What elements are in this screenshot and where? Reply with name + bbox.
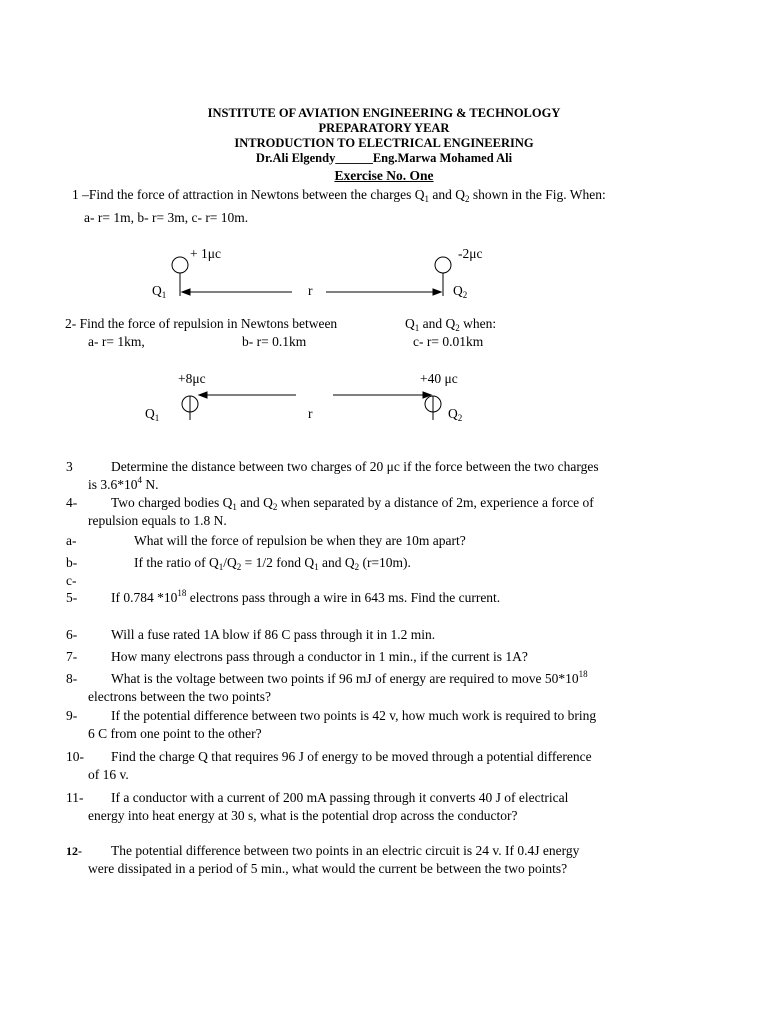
question-6-text: Will a fuse rated 1A blow if 86 C pass through it in 1.2 min. (111, 627, 436, 642)
question-4-number: 4- (66, 495, 78, 510)
charge-q1-label-2: $Q_1$ (145, 406, 160, 423)
exercise-title: Exercise No. One (334, 168, 434, 183)
question-12-line-2: were dissipated in a period of 5 min., what would the current be between the two points? (88, 861, 568, 876)
distance-label: r (308, 283, 313, 298)
question-10-number: 10- (66, 749, 84, 764)
distance-label-2: r (308, 406, 313, 421)
question-4a-label: a- (66, 533, 77, 548)
question-5-number: 5- (66, 590, 78, 605)
question-4b-text: If the ratio of $Q_1/Q_2 = 1/2$ fond $Q_1$ and $Q_2$ (r=10m). (134, 555, 411, 572)
question-10-line-1: Find the charge Q that requires 96 J of energy to be moved through a potential difference (111, 749, 592, 764)
question-1-text: 1 –Find the force of attraction in Newtons between the charges $Q_1$ and $Q_2$ shown in the Fig. When: (72, 187, 606, 204)
question-3-number: 3 (66, 459, 73, 474)
institute-title: INSTITUTE OF AVIATION ENGINEERING & TECHNOLOGY (207, 106, 561, 120)
question-6-number: 6- (66, 627, 78, 642)
charge-q2-label: $Q_2$ (453, 283, 468, 300)
charge-q2-label-2: $Q_2$ (448, 406, 463, 423)
question-9-line-2: 6 C from one point to the other? (88, 726, 262, 741)
charge-q2-value: -2μc (458, 246, 483, 261)
question-8-line-1: What is the voltage between two points if 96 mJ of energy are required to move $50*10^{18}$ (111, 669, 588, 686)
question-5-text: If 0.784 $*10^{18}$ electrons pass through a wire in 643 ms. Find the current. (111, 588, 501, 605)
charge-q1-value-2: +8μc (178, 371, 206, 386)
charge-q2-symbol (435, 257, 451, 273)
question-2-part-c: c- r= 0.01km (413, 334, 484, 349)
question-2-part-b: b- r= 0.1km (242, 334, 307, 349)
question-7-text: How many electrons pass through a conductor in 1 min., if the current is 1A? (111, 649, 528, 664)
question-9-line-1: If the potential difference between two points is 42 v, how much work is required to bring (111, 708, 597, 723)
question-12-line-1: The potential difference between two points in an electric circuit is 24 v. If 0.4J energy (111, 843, 580, 858)
author-1: Dr.Ali Elgendy (255, 151, 336, 165)
author-2: Eng.Marwa Mohamed Ali (372, 151, 513, 165)
question-11-number: 11- (66, 790, 84, 805)
question-4a-text: What will the force of repulsion be when they are 10m apart? (134, 533, 466, 548)
question-4-line-1: Two charged bodies $Q_1$ and $Q_2$ when separated by a distance of 2m, experience a force of (111, 495, 594, 512)
author-gap: ______ (335, 151, 373, 165)
charge-q1-symbol (172, 257, 188, 273)
charge-q1-value: + 1μc (190, 246, 221, 261)
question-2-part-a: a- r= 1km, (88, 334, 145, 349)
charge-q1-label: $Q_1$ (152, 283, 167, 300)
question-11-line-1: If a conductor with a current of 200 mA passing through it converts 40 J of electrical (111, 790, 569, 805)
question-4b-label: b- (66, 555, 78, 570)
question-2-charges: $Q_1$ and $Q_2$ when: (405, 316, 497, 333)
charge-q2-value-2: +40 μc (420, 371, 458, 386)
question-10-line-2: of 16 v. (88, 767, 129, 782)
question-8-line-2: electrons between the two points? (88, 689, 271, 704)
question-2-text: 2- Find the force of repulsion in Newtons between (65, 316, 338, 331)
question-11-line-2: energy into heat energy at 30 s, what is the potential drop across the conductor? (88, 808, 518, 823)
question-1-parts: a- r= 1m, b- r= 3m, c- r= 10m. (84, 210, 249, 225)
question-9-number: 9- (66, 708, 78, 723)
course-title: INTRODUCTION TO ELECTRICAL ENGINEERING (234, 136, 534, 150)
question-4c-label: c- (66, 573, 77, 588)
year-title: PREPARATORY YEAR (318, 121, 450, 135)
question-8-number: 8- (66, 671, 78, 686)
question-7-number: 7- (66, 649, 78, 664)
question-3-line-2: is $3.6*10^4$ N. (88, 475, 159, 492)
question-3-line-1: Determine the distance between two charges of 20 μc if the force between the two charges (111, 459, 599, 474)
question-4-line-2: repulsion equals to 1.8 N. (88, 513, 227, 528)
question-12-number: 12- (66, 844, 82, 858)
